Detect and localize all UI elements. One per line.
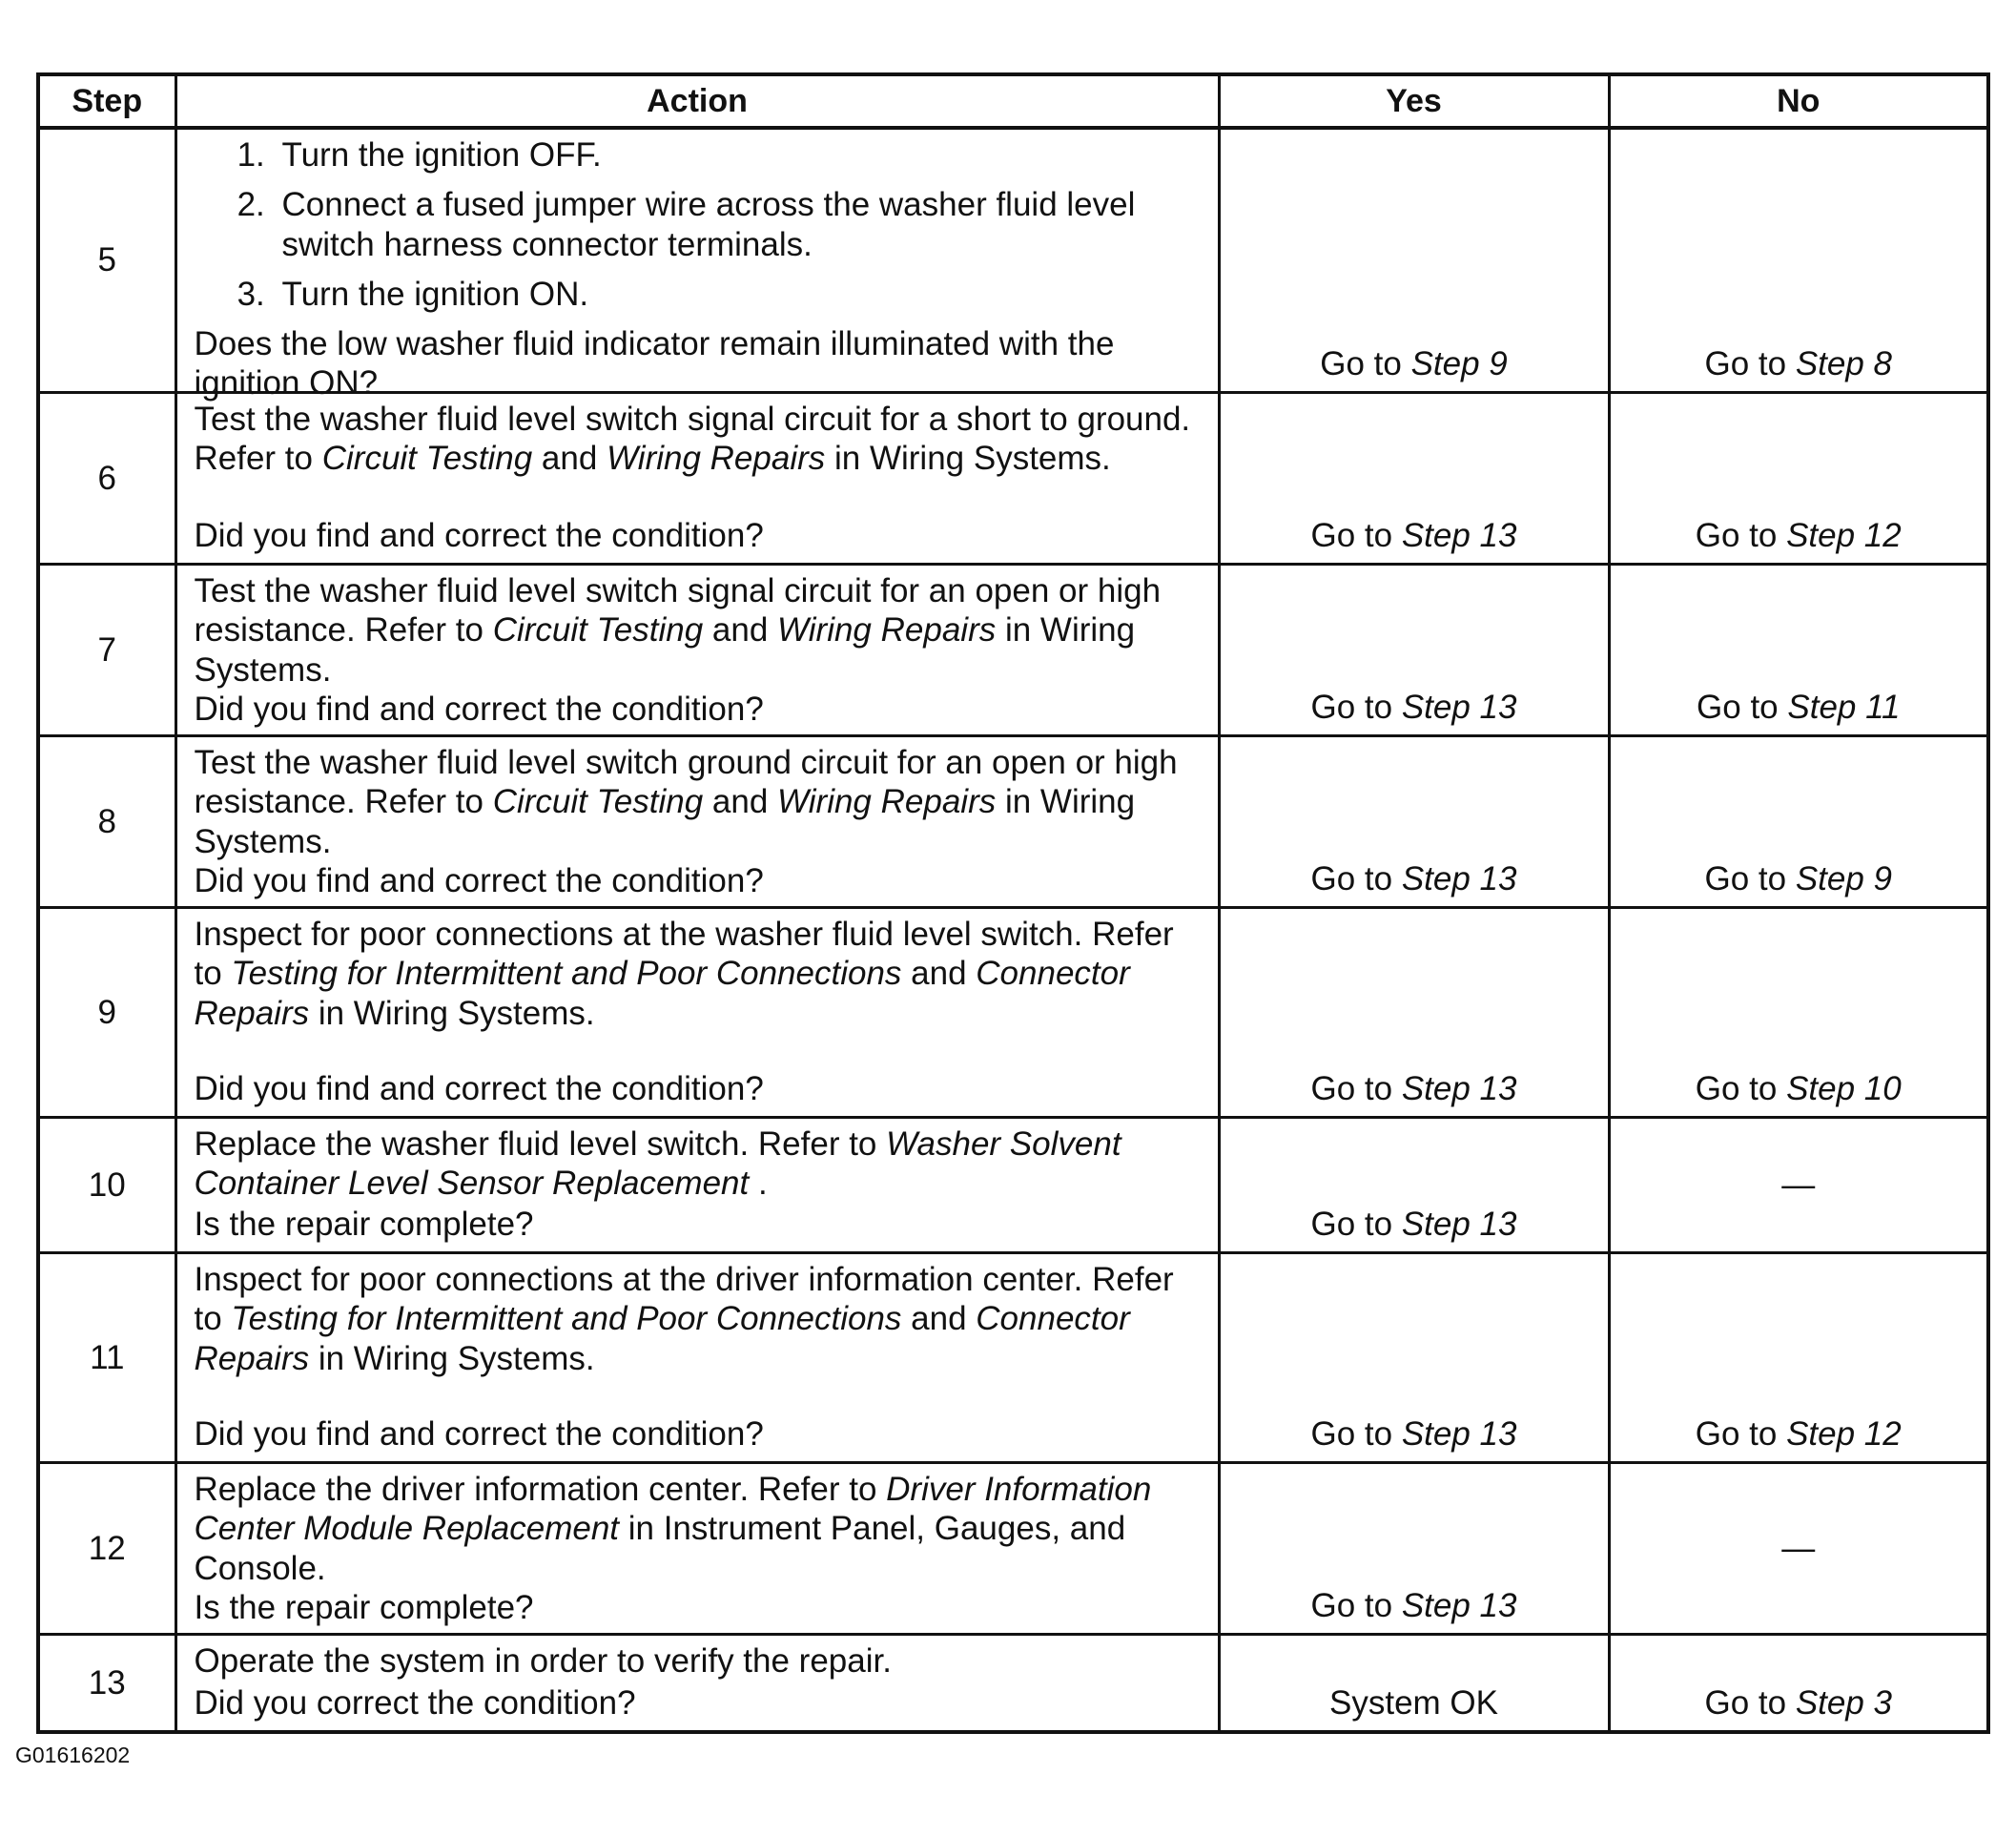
instruction-text: in Wiring Systems.: [194, 611, 1136, 689]
action-content: [177, 394, 1218, 563]
reference-title: Circuit Testing: [492, 783, 704, 821]
no-result-step-ref: Step 9: [1795, 859, 1893, 897]
step-number: 6: [38, 393, 175, 565]
instruction-text: .: [749, 1165, 768, 1203]
table-row: [38, 736, 1988, 908]
instruction-text: in Instrument Panel, Gauges, and Console.: [194, 1510, 1126, 1587]
action-question: Is the repair complete?: [194, 1205, 534, 1243]
action-content: [177, 566, 1218, 734]
no-result-prefix: Go to: [1704, 859, 1796, 897]
action-content: [177, 1254, 1218, 1461]
action-step-item: 2. Connect a fused jumper wire across the washer fluid level switch harness connector terminals.: [275, 185, 1204, 264]
yes-result-prefix: Go to: [1320, 344, 1411, 382]
action-instruction: [195, 400, 1204, 479]
no-result: [1609, 1635, 1988, 1733]
table-row: [38, 1635, 1988, 1733]
no-result-prefix: Go to: [1695, 1069, 1787, 1107]
no-result: [1609, 393, 1988, 565]
action-question: Did you find and correct the condition?: [194, 1069, 764, 1107]
action-body: [195, 1470, 1204, 1588]
yes-result-step-ref: Step 9: [1410, 344, 1508, 382]
action-content: [177, 1119, 1218, 1251]
action-content: [177, 130, 1218, 402]
instruction-text: in Wiring Systems.: [309, 1339, 595, 1377]
action-content: [177, 1464, 1218, 1633]
action-cell: [175, 393, 1219, 565]
no-result-step-ref: Step 10: [1786, 1069, 1902, 1107]
action-question: Is the repair complete?: [194, 1588, 534, 1626]
step-number: 7: [38, 565, 175, 736]
step-number: 8: [38, 736, 175, 908]
action-instruction: [195, 915, 1204, 1033]
header-no: No: [1609, 74, 1988, 128]
yes-result: [1219, 393, 1609, 565]
header-action: Action: [175, 74, 1219, 128]
instruction-text: Inspect for poor connections at the driver information center. Refer to: [194, 1261, 1174, 1338]
figure-id: G01616202: [15, 1743, 131, 1767]
action-cell: [175, 128, 1219, 402]
yes-result-prefix: Go to: [1310, 1069, 1402, 1107]
table-body: [38, 128, 1988, 1732]
action-cell: [175, 736, 1219, 908]
yes-result: [1219, 1118, 1609, 1253]
step-number: 10: [38, 1118, 175, 1253]
instruction-text: and: [901, 955, 977, 993]
action-content: [177, 737, 1218, 906]
yes-result: [1219, 128, 1609, 393]
reference-title: Wiring Repairs: [607, 440, 826, 478]
yes-result: [1219, 565, 1609, 736]
yes-result-step-ref: Step 13: [1401, 1205, 1517, 1243]
table-row: [38, 393, 1988, 565]
action-cell: [175, 1253, 1219, 1463]
table-row: [38, 908, 1988, 1118]
no-result-prefix: —: [1781, 1529, 1816, 1567]
no-result: [1609, 565, 1988, 736]
action-content: [177, 1636, 1218, 1730]
instruction-text: in Wiring Systems.: [309, 994, 595, 1032]
action-question: Did you find and correct the condition?: [194, 690, 764, 728]
yes-result-prefix: Go to: [1310, 1205, 1402, 1243]
instruction-text: and: [703, 611, 778, 650]
action-body: [195, 1124, 1204, 1204]
no-result-prefix: Go to: [1697, 688, 1788, 726]
no-result-prefix: Go to: [1695, 516, 1787, 554]
yes-result: [1219, 908, 1609, 1118]
yes-result-step-ref: Step 13: [1401, 1414, 1517, 1453]
action-question: Does the low washer fluid indicator remain illuminated with the ignition ON?: [194, 325, 1115, 402]
action-content: [177, 909, 1218, 1116]
yes-result-step-ref: Step 13: [1401, 1586, 1517, 1624]
no-result-prefix: Go to: [1704, 1683, 1796, 1722]
step-number: 12: [38, 1463, 175, 1635]
yes-result-prefix: Go to: [1310, 1414, 1402, 1453]
yes-result-prefix: Go to: [1310, 516, 1402, 554]
yes-result-step-ref: Step 13: [1401, 516, 1517, 554]
yes-result-prefix: Go to: [1310, 859, 1402, 897]
action-instruction: [195, 571, 1204, 690]
no-result-step-ref: Step 12: [1786, 516, 1902, 554]
diagnostic-table: [36, 72, 1990, 1734]
reference-title: Wiring Repairs: [777, 783, 997, 821]
yes-result-step-ref: Step 13: [1401, 1069, 1517, 1107]
table-row: [38, 1253, 1988, 1463]
no-result-prefix: Go to: [1695, 1414, 1787, 1453]
reference-title: Testing for Intermittent and Poor Connections: [231, 955, 902, 993]
instruction-text: Inspect for poor connections at the washer fluid level switch. Refer to: [194, 916, 1174, 993]
table-row: [38, 1463, 1988, 1635]
action-question: Did you correct the condition?: [194, 1683, 636, 1722]
no-result: [1609, 1463, 1988, 1635]
no-result-prefix: —: [1781, 1166, 1816, 1204]
yes-result-prefix: Go to: [1310, 688, 1402, 726]
yes-result-prefix: Go to: [1310, 1586, 1402, 1624]
no-result-step-ref: Step 8: [1795, 344, 1893, 382]
instruction-text: Replace the washer fluid level switch. Refer to: [194, 1125, 887, 1163]
yes-result: [1219, 1253, 1609, 1463]
action-cell: [175, 1118, 1219, 1253]
header-row: [38, 74, 1988, 128]
action-question: Did you find and correct the condition?: [194, 1414, 764, 1453]
action-body: [195, 571, 1204, 690]
action-instruction: [195, 1260, 1204, 1378]
instruction-text: Test the washer fluid level switch signal circuit for an open or high resistance. Refer to: [194, 572, 1162, 650]
reference-title: Circuit Testing: [492, 611, 704, 650]
table-row: [38, 128, 1988, 393]
action-body: [195, 1260, 1204, 1378]
instruction-text: Test the washer fluid level switch ground circuit for an open or high resistance. Refer to: [194, 744, 1178, 821]
instruction-text: in Wiring Systems.: [825, 440, 1111, 478]
step-number: 13: [38, 1635, 175, 1733]
action-step-item: 1. Turn the ignition OFF.: [275, 135, 1204, 175]
yes-result: [1219, 1635, 1609, 1733]
table-row: [38, 1118, 1988, 1253]
reference-title: Connector Repairs: [194, 955, 1130, 1032]
reference-title: Circuit Testing: [321, 440, 533, 478]
instruction-text: in Wiring Systems.: [194, 783, 1136, 860]
action-body: [195, 743, 1204, 861]
no-result: [1609, 128, 1988, 393]
reference-title: Washer Solvent Container Level Sensor Replacement: [194, 1125, 1121, 1203]
action-body: [195, 400, 1204, 479]
yes-result-step-ref: Step 13: [1401, 859, 1517, 897]
action-question: Did you find and correct the condition?: [194, 516, 764, 554]
instruction-text: Replace the driver information center. Refer to: [194, 1471, 887, 1508]
action-body: [195, 915, 1204, 1033]
step-number: 11: [38, 1253, 175, 1463]
action-cell: [175, 1635, 1219, 1733]
no-result-step-ref: Step 3: [1795, 1683, 1893, 1722]
header-yes: Yes: [1219, 74, 1609, 128]
action-step-item: 3. Turn the ignition ON.: [275, 275, 1204, 314]
no-result-prefix: Go to: [1704, 344, 1796, 382]
step-number: 9: [38, 908, 175, 1118]
reference-title: Driver Information Center Module Replacement: [194, 1471, 1152, 1548]
action-instruction: [195, 1124, 1204, 1204]
no-result-step-ref: Step 11: [1787, 688, 1901, 726]
header-step: Step: [38, 74, 175, 128]
instruction-text: Test the washer fluid level switch signal circuit for a short to ground. Refer to: [194, 401, 1191, 478]
no-result-step-ref: Step 12: [1786, 1414, 1902, 1453]
reference-title: Testing for Intermittent and Poor Connections: [231, 1300, 902, 1338]
action-instruction: [195, 1641, 1204, 1681]
action-cell: [175, 1463, 1219, 1635]
action-body: [195, 135, 1204, 324]
action-cell: [175, 565, 1219, 736]
action-instruction: [195, 743, 1204, 861]
yes-result: [1219, 736, 1609, 908]
action-instruction: [195, 1470, 1204, 1588]
yes-result: [1219, 1463, 1609, 1635]
action-question: Did you find and correct the condition?: [194, 861, 764, 899]
step-number: 5: [38, 128, 175, 393]
instruction-text: and: [703, 783, 778, 821]
instruction-text: and: [901, 1300, 977, 1338]
no-result: [1609, 1118, 1988, 1253]
table-row: [38, 565, 1988, 736]
no-result: [1609, 1253, 1988, 1463]
no-result: [1609, 736, 1988, 908]
reference-title: Connector Repairs: [194, 1300, 1130, 1377]
yes-result-prefix: System OK: [1329, 1683, 1498, 1722]
yes-result-step-ref: Step 13: [1401, 688, 1517, 726]
instruction-text: Operate the system in order to verify the repair.: [194, 1642, 892, 1680]
reference-title: Wiring Repairs: [777, 611, 997, 650]
action-steps-list: [195, 135, 1204, 314]
action-cell: [175, 908, 1219, 1118]
action-body: [195, 1641, 1204, 1681]
no-result: [1609, 908, 1988, 1118]
instruction-text: and: [532, 440, 607, 478]
